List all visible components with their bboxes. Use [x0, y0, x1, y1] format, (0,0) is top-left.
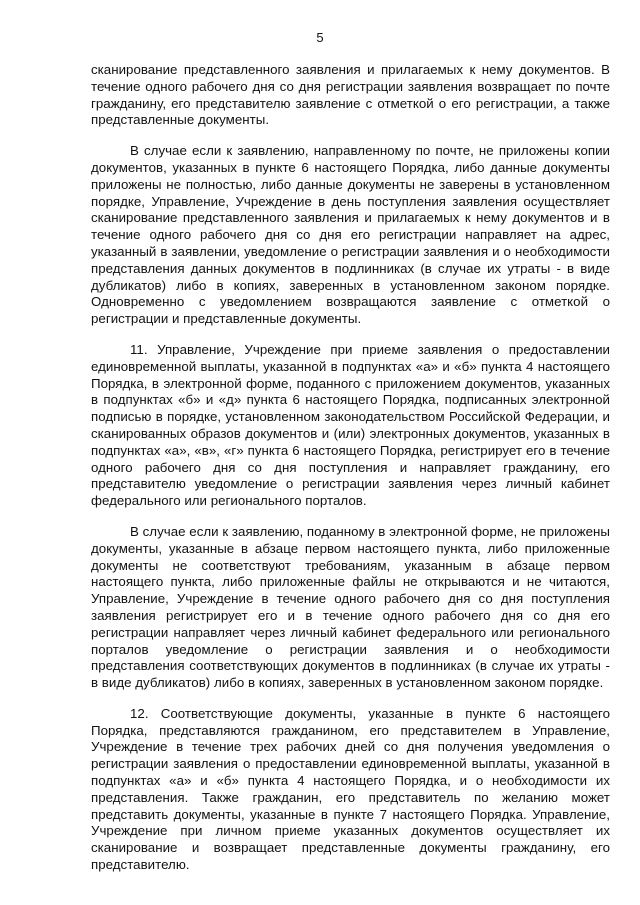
paragraph-electronic-application-missing-documents: В случае если к заявлению, поданному в электронной форме, не приложены документы, указанные в абзаце первом настоящего пункта, либо приложенные документы не соответствуют требованиям, указанным в абзаце первом настоящего пункта, либо приложенные файлы не открываются и не читаются, Управление, Учреждение в течение одного рабочего дня со дня поступления заявления регистрирует его и в течение одного рабочего дня со дня его регистрации направляет через личный кабинет федерального или регионального порталов уведомление о регистрации заявления и о необходимости представления соответствующих документов в подлинниках (в случае их утраты - в виде дубликатов) либо в копиях, заверенных в установленном законом порядке. [91, 523, 610, 691]
paragraph-item-11: 11. Управление, Учреждение при приеме заявления о предоставлении единовременной выплаты, указанной в подпунктах «а» и «б» пункта 4 настоящего Порядка, в электронной форме, поданного с приложением документов, указанных в подпунктах «б» и «д» пункта 6 настоящего Порядка, подписанных электронной подписью в порядке, установленном законодательством Российской Федерации, и сканированных образов документов и (или) электронных документов, указанных в подпунктах «а», «в», «г» пункта 6 настоящего Порядка, регистрирует его в течение одного рабочего дня со дня поступления и направляет гражданину, его представителю уведомление о регистрации заявления через личный кабинет федерального или регионального порталов. [91, 341, 610, 509]
paragraph-postal-application-missing-documents: В случае если к заявлению, направленному по почте, не приложены копии документов, указанных в пункте 6 настоящего Порядка, либо данные документы приложены не полностью, либо данные документы не заверены в установленном порядке, Управление, Учреждение в день поступления заявления осуществляет сканирование представленного заявления и прилагаемых к нему документов и в течение одного рабочего дня со дня его регистрации направляет на адрес, указанный в заявлении, уведомление о регистрации заявления и о необходимости представления данных документов в подлинниках (в случае их утраты - в виде дубликатов) либо в копиях, заверенных в установленном законом порядке. Одновременно с уведомлением возвращаются заявление с отметкой о регистрации и представленные документы. [91, 143, 610, 327]
paragraph-item-12: 12. Соответствующие документы, указанные в пункте 6 настоящего Порядка, представляются гражданином, его представителем в Управление, Учреждение в течение трех рабочих дней со дня получения уведомления о регистрации заявления о предоставлении единовременной выплаты, указанной в подпунктах «а» и «б» пункта 4 настоящего Порядка, и о необходимости их представления. Также гражданин, его представитель по желанию может представить документы, указанные в пункте 7 настоящего Порядка. Управление, Учреждение при личном приеме указанных документов осуществляет их сканирование и возвращает представленные документы гражданину, его представителю. [91, 705, 610, 873]
paragraph-continuation: сканирование представленного заявления и прилагаемых к нему документов. В течение одного рабочего дня со дня регистрации заявления возвращает по почте гражданину, его представителю заявление с отметкой о его регистрации, а также представленные документы. [91, 62, 610, 128]
page-number: 5 [316, 30, 324, 45]
document-text-body [91, 62, 610, 874]
